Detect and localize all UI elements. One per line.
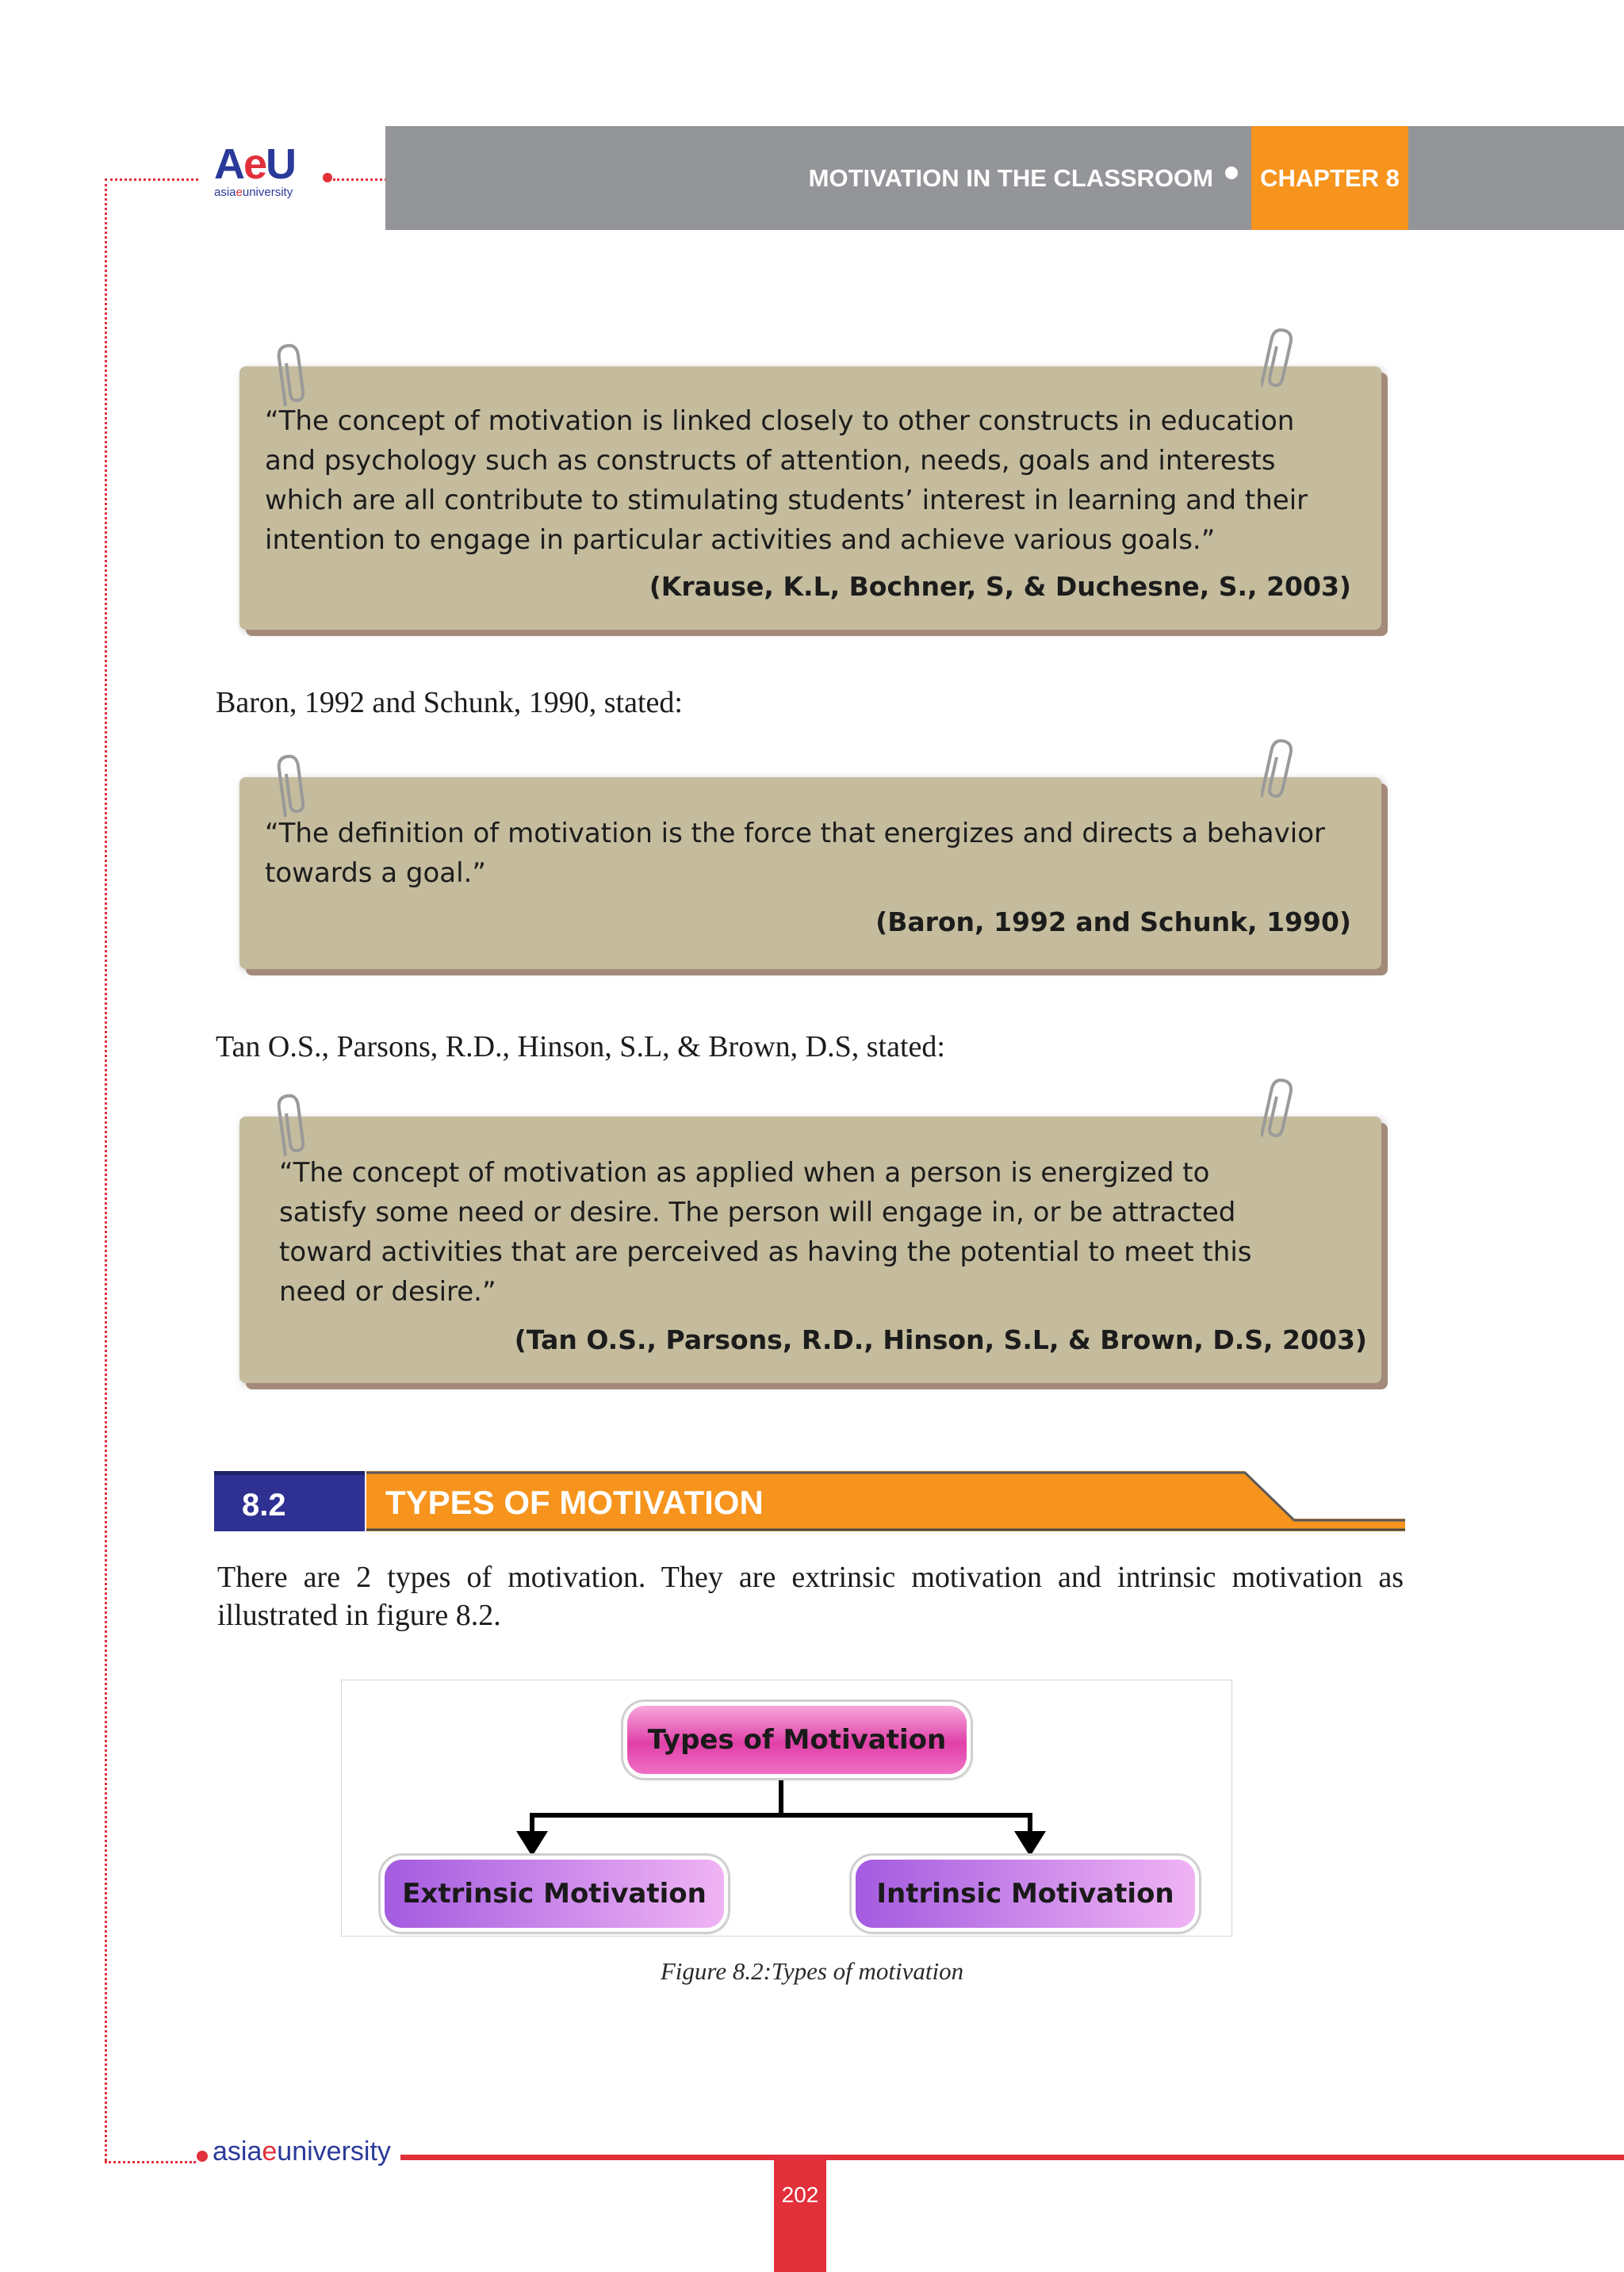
paperclip-icon: [276, 1093, 308, 1164]
header-bullet: [1225, 167, 1238, 179]
top-dotted-rule: [105, 178, 198, 181]
quote-text: “The concept of motivation as applied when a person is energized to satisfy some need or desire. The person will engage in, or be attracted toward activities that are perceived as having the potential to meet this need or desire.”: [279, 1157, 1252, 1308]
paperclip-icon: [276, 753, 308, 825]
running-header-title: MOTIVATION IN THE CLASSROOM: [808, 164, 1213, 192]
logo-mark: AeU: [214, 140, 296, 188]
quote-citation: (Baron, 1992 and Schunk, 1990): [875, 906, 1351, 937]
paperclip-icon: [1261, 1077, 1293, 1148]
page-number-tab: [774, 2159, 826, 2272]
aeu-logo: [214, 140, 349, 206]
left-dotted-border: [105, 178, 107, 2161]
section-number: 8.2: [214, 1471, 365, 1531]
paperclip-icon: [276, 343, 308, 414]
arrow-down-icon: [516, 1831, 548, 1856]
arrow-down-icon: [1014, 1831, 1046, 1856]
page-number: 202: [781, 2182, 819, 2207]
quote-text: “The definition of motivation is the force that energizes and directs a behavior towards a goal.”: [265, 818, 1325, 889]
footer-dot: [197, 2151, 208, 2162]
quote-card-3: [239, 1117, 1381, 1383]
node-extrinsic-motivation: Extrinsic Motivation: [385, 1860, 724, 1928]
logo-dot: [323, 173, 332, 182]
figure-caption: Figure 8.2:Types of motivation: [660, 1957, 964, 1985]
logo-subtitle: asiaeuniversity: [214, 186, 293, 199]
paperclip-icon: [1261, 327, 1293, 398]
node-intrinsic-motivation: Intrinsic Motivation: [856, 1860, 1195, 1928]
body-paragraph: There are 2 types of motivation. They are extrinsic motivation and intrinsic motivation as illustrated in figure 8.2.: [217, 1561, 1404, 1632]
footer-rule: [400, 2155, 1624, 2160]
quote-text: “The concept of motivation is linked closely to other constructs in education and psychology such as constructs of attention, needs, goals and interests which are all contribute to stimulating students’ interest in learning and their intention to engage in particular activities and achieve various goals.”: [265, 405, 1308, 556]
intro-baron: Baron, 1992 and Schunk, 1990, stated:: [216, 686, 683, 719]
bottom-dotted-rule: [105, 2161, 196, 2163]
quote-citation: (Tan O.S., Parsons, R.D., Hinson, S.L, & Brown, D.S, 2003): [514, 1324, 1367, 1355]
intro-tan: Tan O.S., Parsons, R.D., Hinson, S.L, & Brown, D.S, stated:: [216, 1030, 945, 1063]
quote-card-1: [239, 366, 1381, 630]
paperclip-icon: [1261, 738, 1293, 809]
node-types-of-motivation: Types of Motivation: [627, 1706, 967, 1774]
types-of-motivation-diagram: [341, 1680, 1232, 1937]
section-title: TYPES OF MOTIVATION: [385, 1484, 764, 1521]
quote-card-2: [239, 777, 1381, 969]
footer-brand: asiaeuniversity: [213, 2136, 391, 2167]
quote-citation: (Krause, K.L, Bochner, S, & Duchesne, S., 2003): [649, 571, 1351, 602]
chapter-label: CHAPTER 8: [1251, 126, 1408, 230]
